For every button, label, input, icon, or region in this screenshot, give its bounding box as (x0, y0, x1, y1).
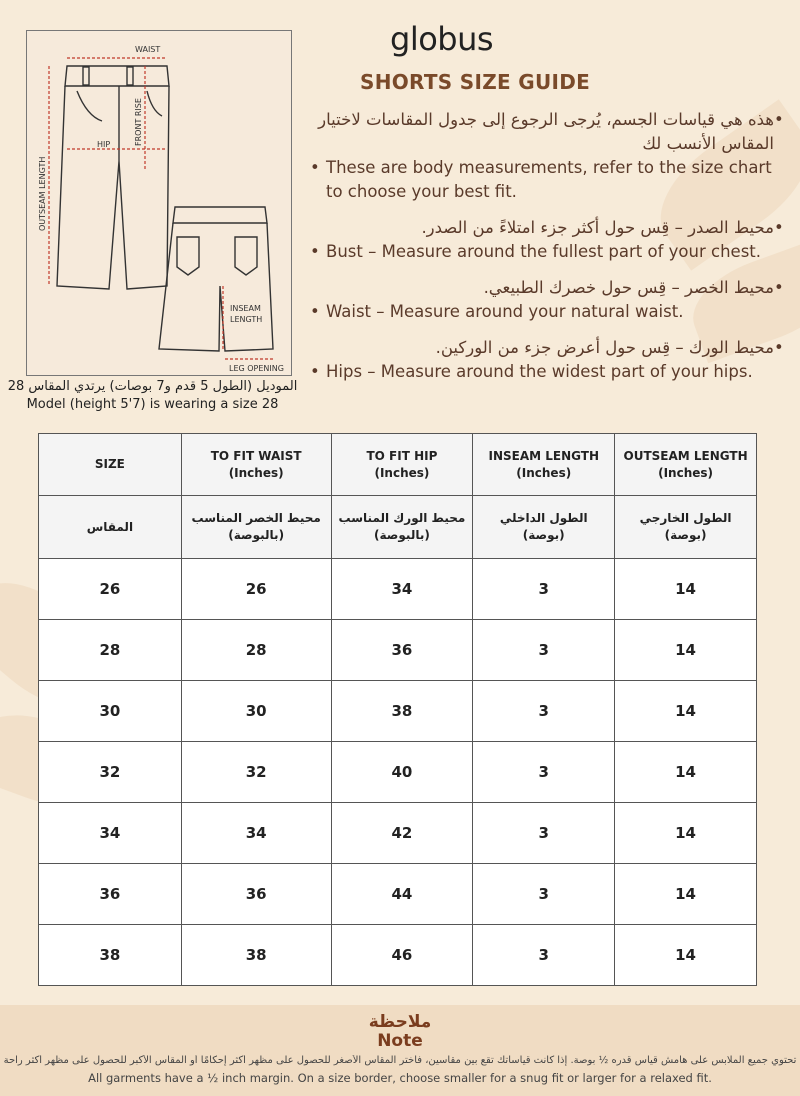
table-row (39, 742, 757, 803)
cell-size: 28 (39, 620, 182, 681)
header-row-arabic (39, 496, 757, 559)
bullet-text: محيط الخصر – قِس حول خصرك الطبيعي. (483, 278, 774, 297)
header-line: SIZE (94, 457, 125, 471)
header-line: OUTSEAM LENGTH (623, 448, 748, 463)
outseam-label: OUTSEAM LENGTH (38, 156, 47, 231)
cell-hip: 34 (331, 559, 473, 620)
table-row (39, 559, 757, 620)
cell-hip: 46 (331, 925, 473, 986)
table-row (39, 803, 757, 864)
cell-size: 26 (39, 559, 182, 620)
header-unit: (Inches) (658, 465, 714, 480)
table-row (39, 620, 757, 681)
cell-inseam: 3 (473, 864, 615, 925)
header-unit: (بالبوصة) (228, 528, 285, 542)
header-unit: (بوصة) (522, 528, 565, 542)
cell-waist: 30 (181, 681, 331, 742)
bullet-bust-ar: • محيط الصدر – قِس حول أكثر جزء امتلاءً من الصدر. (310, 216, 790, 240)
cell-outseam: 14 (615, 803, 757, 864)
cell-inseam: 3 (473, 925, 615, 986)
leg-opening-label: LEG OPENING (229, 364, 284, 373)
bullet-intro-ar: • هذه هي قياسات الجسم، يُرجى الرجوع إلى جدول المقاسات لاختيار المقاس الأنسب لك (310, 108, 790, 156)
bullet-hips-ar: • محيط الورك – قِس حول أعرض جزء من الوركين. (310, 336, 790, 360)
header-row-english (39, 434, 757, 496)
cell-hip: 36 (331, 620, 473, 681)
cell-waist: 26 (181, 559, 331, 620)
hip-label: HIP (97, 140, 111, 149)
cell-outseam: 14 (615, 864, 757, 925)
bullet-text: هذه هي قياسات الجسم، يُرجى الرجوع إلى جدول المقاسات لاختيار المقاس الأنسب لك (318, 110, 774, 153)
cell-hip: 44 (331, 864, 473, 925)
header-line: محيط الخصر المناسب (191, 511, 321, 525)
size-chart-table (38, 433, 757, 986)
header-line: TO FIT HIP (366, 448, 438, 463)
note-text-arabic: تحتوي جميع الملابس على هامش قياس قدره ½ بوصة. إذا كانت قياساتك تقع بين مقاسين، فاختر المقاس الأصغر للحصول على مظهر أكثر إحكامًا أو المقاس الأكبر للحصول على مظهر أكثر راحة (3, 1055, 797, 1066)
note-title: Note (377, 1031, 423, 1051)
cell-inseam: 3 (473, 681, 615, 742)
cell-hip: 40 (331, 742, 473, 803)
header-outseam-ar (615, 496, 757, 559)
shorts-measurement-diagram (26, 30, 292, 376)
front-rise-label: FRONT RISE (134, 98, 143, 146)
table-row (39, 864, 757, 925)
bullet-intro-en: • These are body measurements, refer to the size chart to choose your best fit. (310, 156, 790, 204)
note-text: All garments have a ½ inch margin. On a size border, choose smaller for a snug fit or larger for a relaxed fit. (88, 1071, 712, 1085)
shorts-illustration (27, 31, 291, 375)
cell-waist: 38 (181, 925, 331, 986)
cell-inseam: 3 (473, 559, 615, 620)
cell-waist: 34 (181, 803, 331, 864)
header-line: INSEAM LENGTH (488, 448, 599, 463)
cell-size: 38 (39, 925, 182, 986)
table-row (39, 681, 757, 742)
brand-logo: globus (390, 20, 494, 58)
bullet-waist-en: • Waist – Measure around your natural waist. (310, 300, 790, 324)
header-hip (331, 434, 473, 496)
cell-inseam: 3 (473, 803, 615, 864)
cell-size: 32 (39, 742, 182, 803)
cell-waist: 32 (181, 742, 331, 803)
cell-inseam: 3 (473, 620, 615, 681)
bullet-hips-en: • Hips – Measure around the widest part of your hips. (310, 360, 790, 384)
header-size-ar (39, 496, 182, 559)
header-inseam-ar (473, 496, 615, 559)
inseam-label-line2: LENGTH (230, 315, 263, 324)
header-unit: (Inches) (516, 465, 572, 480)
header-line: المقاس (86, 519, 134, 534)
cell-size: 34 (39, 803, 182, 864)
header-unit: (Inches) (374, 465, 430, 480)
header-outseam (615, 434, 757, 496)
header-hip-ar (331, 496, 473, 559)
cell-waist: 36 (181, 864, 331, 925)
header-line: الطول الداخلي (499, 511, 588, 525)
model-note-arabic: الموديل (الطول 5 قدم و7 بوصات) يرتدي المقاس 28 (7, 379, 298, 394)
measurement-instructions (310, 108, 790, 384)
header-waist (181, 434, 331, 496)
header-line: محيط الورك المناسب (338, 511, 466, 525)
bullet-text: محيط الصدر – قِس حول أكثر جزء امتلاءً من الصدر. (421, 218, 774, 237)
cell-outseam: 14 (615, 925, 757, 986)
header-unit: (Inches) (228, 465, 284, 480)
header-waist-ar (181, 496, 331, 559)
header-unit: (بالبوصة) (374, 528, 430, 542)
header-unit: (بوصة) (664, 528, 707, 542)
header-size (39, 434, 182, 496)
bullet-bust-en: • Bust – Measure around the fullest part of your chest. (310, 240, 790, 264)
cell-waist: 28 (181, 620, 331, 681)
cell-outseam: 14 (615, 559, 757, 620)
cell-size: 36 (39, 864, 182, 925)
waist-label: WAIST (135, 45, 161, 54)
cell-hip: 38 (331, 681, 473, 742)
model-note (0, 378, 305, 414)
bullet-text: Waist – Measure around your natural waist. (326, 302, 684, 321)
inseam-label: INSEAM (230, 304, 261, 313)
table-row (39, 925, 757, 986)
cell-outseam: 14 (615, 742, 757, 803)
cell-outseam: 14 (615, 681, 757, 742)
cell-hip: 42 (331, 803, 473, 864)
header-line: الطول الخارجي (639, 511, 732, 525)
bullet-text: Bust – Measure around the fullest part of your chest. (326, 242, 762, 261)
cell-size: 30 (39, 681, 182, 742)
bullet-waist-ar: • محيط الخصر – قِس حول خصرك الطبيعي. (310, 276, 790, 300)
header-line: TO FIT WAIST (210, 448, 302, 463)
bullet-text: محيط الورك – قِس حول أعرض جزء من الوركين. (435, 338, 774, 357)
note-title-arabic: ملاحظة (368, 1012, 432, 1032)
cell-inseam: 3 (473, 742, 615, 803)
header-inseam (473, 434, 615, 496)
bullet-text: Hips – Measure around the widest part of your hips. (326, 362, 753, 381)
cell-outseam: 14 (615, 620, 757, 681)
bullet-text: These are body measurements, refer to the size chart to choose your best fit. (326, 158, 772, 201)
model-note-english: Model (height 5'7) is wearing a size 28 (26, 397, 279, 412)
page-title: SHORTS SIZE GUIDE (360, 70, 591, 94)
